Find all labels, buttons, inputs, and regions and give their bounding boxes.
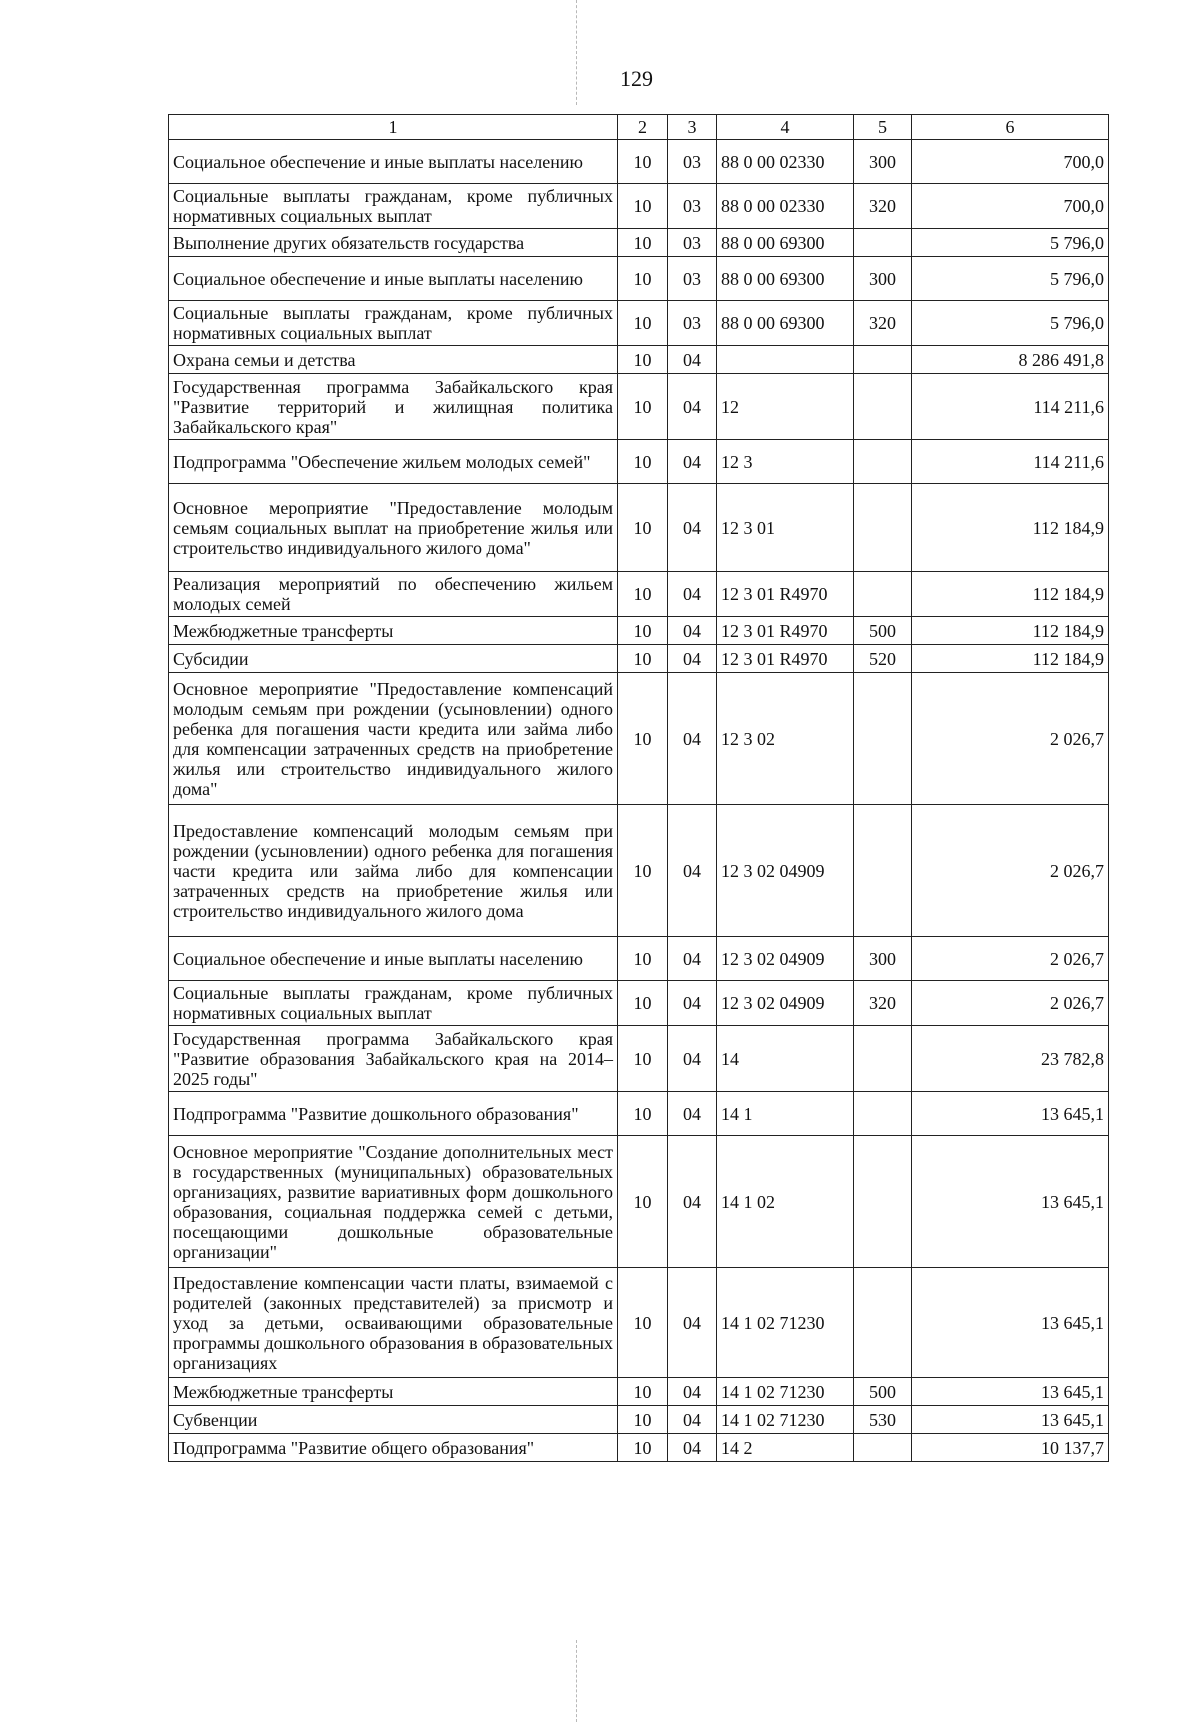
cell-expense-type: 300 xyxy=(854,140,912,184)
cell-name: Социальное обеспечение и иные выплаты населению xyxy=(169,937,618,981)
cell-name: Межбюджетные трансферты xyxy=(169,1378,618,1406)
cell-section: 10 xyxy=(618,184,668,229)
cell-amount: 2 026,7 xyxy=(912,673,1109,805)
cell-section: 10 xyxy=(618,301,668,346)
cell-amount: 5 796,0 xyxy=(912,301,1109,346)
table-row xyxy=(169,617,1109,645)
cell-target-article: 12 xyxy=(717,374,854,440)
cell-amount: 112 184,9 xyxy=(912,572,1109,617)
cell-expense-type xyxy=(854,374,912,440)
cell-subsection: 04 xyxy=(668,374,717,440)
cell-section: 10 xyxy=(618,1434,668,1462)
table-row xyxy=(169,1378,1109,1406)
table-row xyxy=(169,1406,1109,1434)
cell-expense-type xyxy=(854,346,912,374)
cell-name: Социальное обеспечение и иные выплаты населению xyxy=(169,140,618,184)
cell-amount: 700,0 xyxy=(912,184,1109,229)
cell-name: Подпрограмма "Развитие дошкольного образования" xyxy=(169,1092,618,1136)
table-row xyxy=(169,1268,1109,1378)
cell-expense-type xyxy=(854,229,912,257)
cell-target-article: 88 0 00 69300 xyxy=(717,257,854,301)
cell-name: Подпрограмма "Обеспечение жильем молодых семей" xyxy=(169,440,618,484)
cell-subsection: 04 xyxy=(668,1434,717,1462)
cell-subsection: 03 xyxy=(668,229,717,257)
cell-expense-type: 530 xyxy=(854,1406,912,1434)
cell-name: Межбюджетные трансферты xyxy=(169,617,618,645)
cell-subsection: 04 xyxy=(668,673,717,805)
cell-expense-type: 520 xyxy=(854,645,912,673)
cell-section: 10 xyxy=(618,440,668,484)
table-row xyxy=(169,229,1109,257)
cell-amount: 114 211,6 xyxy=(912,374,1109,440)
cell-amount: 13 645,1 xyxy=(912,1406,1109,1434)
cell-amount: 2 026,7 xyxy=(912,805,1109,937)
table-body xyxy=(169,140,1109,1462)
cell-expense-type xyxy=(854,673,912,805)
table-row xyxy=(169,140,1109,184)
cell-name: Субсидии xyxy=(169,645,618,673)
table-row xyxy=(169,346,1109,374)
cell-name: Охрана семьи и детства xyxy=(169,346,618,374)
cell-amount: 112 184,9 xyxy=(912,645,1109,673)
cell-amount: 5 796,0 xyxy=(912,229,1109,257)
cell-subsection: 04 xyxy=(668,617,717,645)
cell-expense-type: 320 xyxy=(854,981,912,1026)
page-number: 129 xyxy=(620,66,653,91)
cell-target-article: 14 1 02 71230 xyxy=(717,1406,854,1434)
cell-subsection: 04 xyxy=(668,572,717,617)
cell-section: 10 xyxy=(618,645,668,673)
fold-line-bottom xyxy=(576,1640,577,1722)
cell-amount: 13 645,1 xyxy=(912,1092,1109,1136)
cell-target-article: 12 3 01 R4970 xyxy=(717,645,854,673)
table-row xyxy=(169,484,1109,572)
cell-expense-type: 320 xyxy=(854,301,912,346)
cell-target-article: 12 3 01 xyxy=(717,484,854,572)
cell-name: Социальные выплаты гражданам, кроме публичных нормативных социальных выплат xyxy=(169,981,618,1026)
cell-expense-type: 500 xyxy=(854,1378,912,1406)
cell-amount: 114 211,6 xyxy=(912,440,1109,484)
cell-amount: 13 645,1 xyxy=(912,1136,1109,1268)
cell-target-article: 12 3 02 xyxy=(717,673,854,805)
cell-target-article: 12 3 01 R4970 xyxy=(717,572,854,617)
cell-subsection: 03 xyxy=(668,140,717,184)
table-row xyxy=(169,981,1109,1026)
cell-subsection: 04 xyxy=(668,645,717,673)
cell-expense-type xyxy=(854,572,912,617)
cell-name: Подпрограмма "Развитие общего образования" xyxy=(169,1434,618,1462)
cell-subsection: 04 xyxy=(668,937,717,981)
cell-subsection: 04 xyxy=(668,1026,717,1092)
cell-name: Государственная программа Забайкальского края "Развитие территорий и жилищная политика Забайкальского края" xyxy=(169,374,618,440)
cell-expense-type: 300 xyxy=(854,257,912,301)
cell-expense-type xyxy=(854,440,912,484)
cell-name: Основное мероприятие "Создание дополнительных мест в государственных (муниципальных) образовательных организациях, развитие вариативных форм дошкольного образования, социальная поддержка семей с детьми, посещающими дошкольные образовательные организации" xyxy=(169,1136,618,1268)
column-header: 4 xyxy=(717,115,854,140)
cell-section: 10 xyxy=(618,257,668,301)
cell-expense-type: 300 xyxy=(854,937,912,981)
cell-expense-type xyxy=(854,805,912,937)
cell-subsection: 04 xyxy=(668,1378,717,1406)
cell-section: 10 xyxy=(618,229,668,257)
cell-section: 10 xyxy=(618,572,668,617)
table-row xyxy=(169,1434,1109,1462)
cell-name: Основное мероприятие "Предоставление компенсаций молодым семьям при рождении (усыновлении) одного ребенка для погашения части кредита или займа либо для компенсации затраченных средств на приобретение жилья или строительство индивидуального жилого дома" xyxy=(169,673,618,805)
cell-amount: 10 137,7 xyxy=(912,1434,1109,1462)
cell-amount: 2 026,7 xyxy=(912,937,1109,981)
table-header-row xyxy=(169,115,1109,140)
cell-amount: 13 645,1 xyxy=(912,1268,1109,1378)
table-row xyxy=(169,301,1109,346)
cell-subsection: 04 xyxy=(668,805,717,937)
cell-name: Социальные выплаты гражданам, кроме публичных нормативных социальных выплат xyxy=(169,184,618,229)
cell-name: Предоставление компенсации части платы, взимаемой с родителей (законных представителей) за присмотр и уход за детьми, осваивающими образовательные программы дошкольного образования в образовательных организациях xyxy=(169,1268,618,1378)
cell-subsection: 04 xyxy=(668,981,717,1026)
cell-section: 10 xyxy=(618,1378,668,1406)
cell-amount: 700,0 xyxy=(912,140,1109,184)
cell-section: 10 xyxy=(618,346,668,374)
cell-expense-type xyxy=(854,1434,912,1462)
cell-target-article: 88 0 00 02330 xyxy=(717,140,854,184)
cell-target-article: 88 0 00 02330 xyxy=(717,184,854,229)
cell-target-article: 14 1 02 71230 xyxy=(717,1378,854,1406)
column-header: 5 xyxy=(854,115,912,140)
cell-subsection: 04 xyxy=(668,1406,717,1434)
cell-target-article: 12 3 01 R4970 xyxy=(717,617,854,645)
cell-subsection: 03 xyxy=(668,184,717,229)
cell-target-article: 88 0 00 69300 xyxy=(717,301,854,346)
cell-name: Реализация мероприятий по обеспечению жильем молодых семей xyxy=(169,572,618,617)
cell-expense-type xyxy=(854,1026,912,1092)
cell-section: 10 xyxy=(618,1406,668,1434)
cell-target-article: 14 xyxy=(717,1026,854,1092)
table-row xyxy=(169,257,1109,301)
cell-subsection: 04 xyxy=(668,346,717,374)
cell-name: Выполнение других обязательств государства xyxy=(169,229,618,257)
column-header: 3 xyxy=(668,115,717,140)
cell-name: Субвенции xyxy=(169,1406,618,1434)
cell-target-article: 14 1 02 71230 xyxy=(717,1268,854,1378)
cell-section: 10 xyxy=(618,1092,668,1136)
cell-section: 10 xyxy=(618,981,668,1026)
cell-name: Социальные выплаты гражданам, кроме публичных нормативных социальных выплат xyxy=(169,301,618,346)
cell-amount: 23 782,8 xyxy=(912,1026,1109,1092)
cell-amount: 112 184,9 xyxy=(912,484,1109,572)
table-row xyxy=(169,673,1109,805)
cell-amount: 2 026,7 xyxy=(912,981,1109,1026)
cell-subsection: 04 xyxy=(668,1136,717,1268)
cell-target-article: 12 3 xyxy=(717,440,854,484)
cell-section: 10 xyxy=(618,1268,668,1378)
cell-amount: 13 645,1 xyxy=(912,1378,1109,1406)
column-header: 2 xyxy=(618,115,668,140)
cell-expense-type xyxy=(854,484,912,572)
cell-expense-type xyxy=(854,1268,912,1378)
table-row xyxy=(169,645,1109,673)
cell-name: Предоставление компенсаций молодым семьям при рождении (усыновлении) одного ребенка для погашения части кредита или займа либо для компенсации затраченных средств на приобретение жилья или строительство индивидуального жилого дома xyxy=(169,805,618,937)
table-row xyxy=(169,440,1109,484)
cell-amount: 5 796,0 xyxy=(912,257,1109,301)
table-row xyxy=(169,805,1109,937)
column-header: 1 xyxy=(169,115,618,140)
cell-subsection: 03 xyxy=(668,301,717,346)
cell-target-article: 14 1 xyxy=(717,1092,854,1136)
cell-subsection: 04 xyxy=(668,1092,717,1136)
cell-target-article: 14 2 xyxy=(717,1434,854,1462)
cell-target-article: 12 3 02 04909 xyxy=(717,805,854,937)
cell-expense-type: 320 xyxy=(854,184,912,229)
cell-subsection: 04 xyxy=(668,440,717,484)
table-row xyxy=(169,1092,1109,1136)
cell-subsection: 04 xyxy=(668,484,717,572)
cell-expense-type: 500 xyxy=(854,617,912,645)
cell-name: Государственная программа Забайкальского края "Развитие образования Забайкальского края на 2014–2025 годы" xyxy=(169,1026,618,1092)
table-row xyxy=(169,1026,1109,1092)
cell-amount: 112 184,9 xyxy=(912,617,1109,645)
cell-section: 10 xyxy=(618,140,668,184)
cell-target-article: 88 0 00 69300 xyxy=(717,229,854,257)
cell-section: 10 xyxy=(618,374,668,440)
cell-target-article xyxy=(717,346,854,374)
cell-subsection: 04 xyxy=(668,1268,717,1378)
table-row xyxy=(169,937,1109,981)
cell-amount: 8 286 491,8 xyxy=(912,346,1109,374)
cell-target-article: 12 3 02 04909 xyxy=(717,981,854,1026)
cell-section: 10 xyxy=(618,617,668,645)
cell-section: 10 xyxy=(618,1026,668,1092)
cell-section: 10 xyxy=(618,937,668,981)
table-row xyxy=(169,572,1109,617)
cell-subsection: 03 xyxy=(668,257,717,301)
cell-section: 10 xyxy=(618,805,668,937)
cell-target-article: 12 3 02 04909 xyxy=(717,937,854,981)
table-row xyxy=(169,1136,1109,1268)
column-header: 6 xyxy=(912,115,1109,140)
cell-expense-type xyxy=(854,1136,912,1268)
budget-table xyxy=(168,114,1109,1462)
cell-name: Основное мероприятие "Предоставление молодым семьям социальных выплат на приобретение жилья или строительство индивидуального жилого дома" xyxy=(169,484,618,572)
cell-section: 10 xyxy=(618,673,668,805)
table-row xyxy=(169,184,1109,229)
cell-section: 10 xyxy=(618,484,668,572)
table-row xyxy=(169,374,1109,440)
cell-name: Социальное обеспечение и иные выплаты населению xyxy=(169,257,618,301)
cell-section: 10 xyxy=(618,1136,668,1268)
cell-expense-type xyxy=(854,1092,912,1136)
cell-target-article: 14 1 02 xyxy=(717,1136,854,1268)
